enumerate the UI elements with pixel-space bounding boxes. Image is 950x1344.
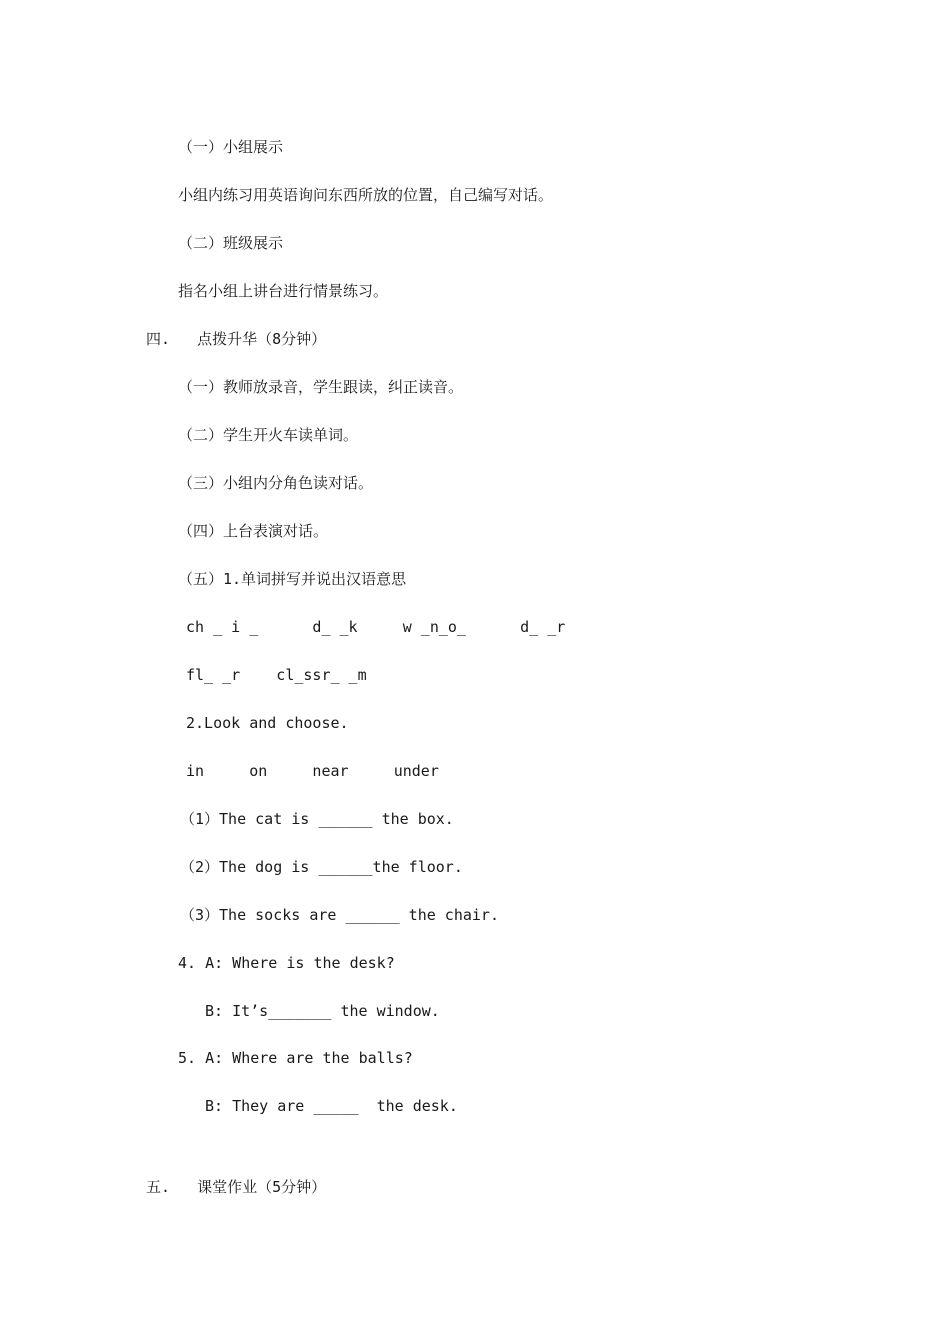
exercise-2-heading: 2.Look and choose. xyxy=(186,714,349,732)
section-4-heading: 四. 点拨升华（8分钟） xyxy=(146,330,327,348)
section-4-item: （二）学生开火车读单词。 xyxy=(178,426,359,444)
section-3-paragraph-class-practice: 指名小组上讲台进行情景练习。 xyxy=(178,282,389,300)
dialog-5-answer: B: They are _____ the desk. xyxy=(205,1097,458,1115)
section-4-item: （五）1.单词拼写并说出汉语意思 xyxy=(178,570,407,588)
section-4-item: （四）上台表演对话。 xyxy=(178,522,329,540)
section-3-paragraph-group-practice: 小组内练习用英语询问东西所放的位置，自己编写对话。 xyxy=(178,186,554,204)
section-3-subheading-group-show: （一）小组展示 xyxy=(178,138,284,156)
dialog-4-answer: B: It’s_______ the window. xyxy=(205,1002,440,1020)
spelling-exercise-row: ch _ i _ d_ _k w _n_o_ d_ _r xyxy=(186,618,566,636)
spelling-exercise-row: fl_ _r cl_ssr_ _m xyxy=(186,666,367,684)
section-3-subheading-class-show: （二）班级展示 xyxy=(178,234,284,252)
exercise-2-question: （1）The cat is ______ the box. xyxy=(180,810,454,828)
exercise-2-question: （3）The socks are ______ the chair. xyxy=(180,906,499,924)
section-5-heading: 五. 课堂作业（5分钟） xyxy=(146,1178,327,1196)
section-4-item: （三）小组内分角色读对话。 xyxy=(178,474,374,492)
section-4-item: （一）教师放录音，学生跟读，纠正读音。 xyxy=(178,378,464,396)
exercise-2-question: （2）The dog is ______the floor. xyxy=(180,858,463,876)
dialog-5-question: 5. A: Where are the balls? xyxy=(178,1049,413,1067)
dialog-4-question: 4. A: Where is the desk? xyxy=(178,954,395,972)
word-bank: in on near under xyxy=(186,762,439,780)
